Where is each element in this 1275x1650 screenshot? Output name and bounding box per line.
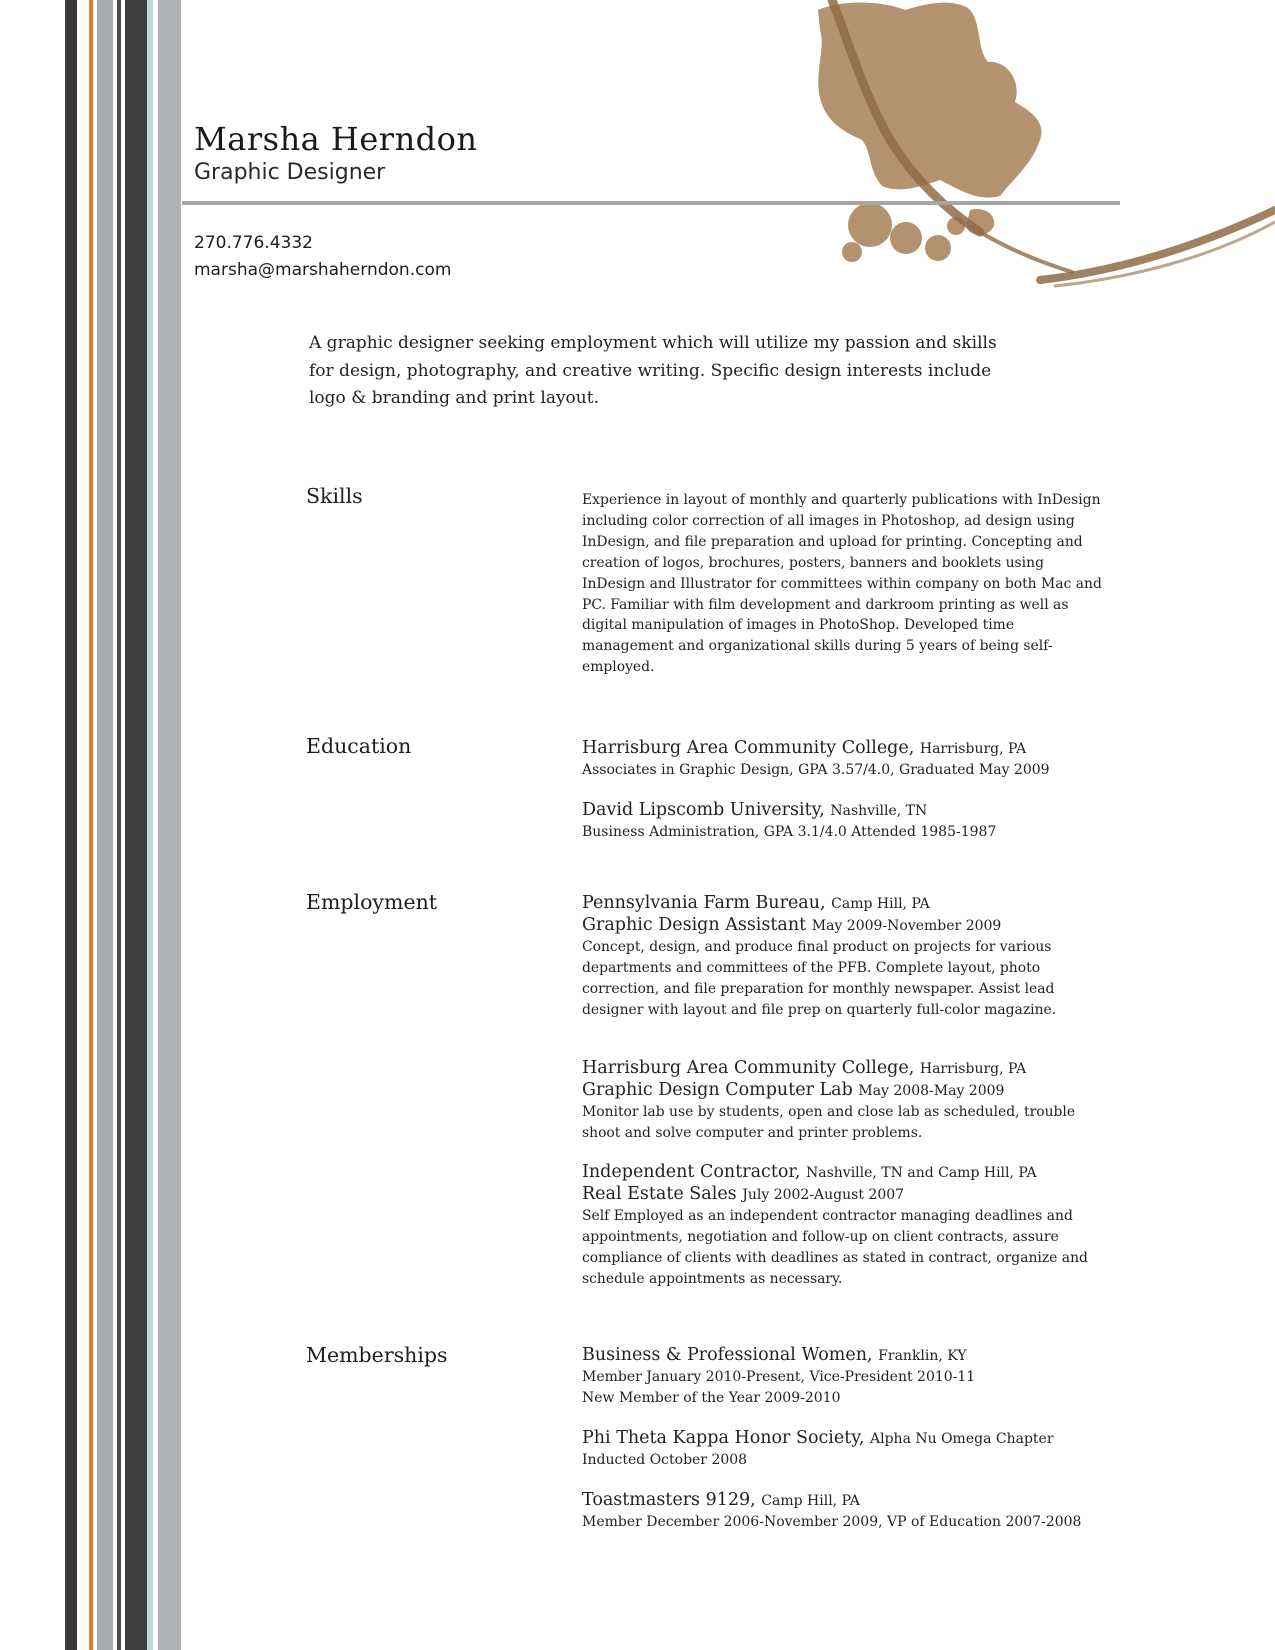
stripe bbox=[77, 0, 89, 1650]
job-description: Monitor lab use by students, open and close lab as scheduled, trouble shoot and solve computer and printer problems. bbox=[582, 1104, 1076, 1141]
education-details: Business Administration, GPA 3.1/4.0 Attended 1985-1987 bbox=[582, 824, 997, 840]
email-address[interactable]: marsha@marshaherndon.com bbox=[194, 260, 452, 280]
employment-entry bbox=[582, 893, 1142, 1021]
school-name: Harrisburg Area Community College, bbox=[582, 738, 915, 758]
membership-detail: Member December 2006-November 2009, VP of Education 2007-2008 bbox=[582, 1514, 1082, 1530]
education-entry bbox=[582, 800, 1142, 843]
organization-location: Camp Hill, PA bbox=[761, 1493, 860, 1509]
job-title: Graphic Designer bbox=[194, 160, 386, 185]
phone-number: 270.776.4332 bbox=[194, 233, 313, 253]
employment-entry bbox=[582, 1162, 1142, 1290]
employer-name: Independent Contractor, bbox=[582, 1162, 801, 1182]
education-entry bbox=[582, 738, 1142, 781]
stripe bbox=[125, 0, 147, 1650]
education-details: Associates in Graphic Design, GPA 3.57/4.0, Graduated May 2009 bbox=[582, 762, 1050, 778]
applicant-name: Marsha Herndon bbox=[194, 120, 478, 158]
education-heading: Education bbox=[306, 734, 412, 758]
skills-heading: Skills bbox=[306, 484, 363, 508]
job-dates: May 2008-May 2009 bbox=[858, 1083, 1005, 1099]
job-description: Self Employed as an independent contractor managing deadlines and appointments, negotiation and follow-up on client contracts, assure compliance of clients with deadlines as stated in contract, organize and schedule appointments as necessary. bbox=[582, 1208, 1088, 1287]
coffee-stain-decoration bbox=[810, 0, 1275, 300]
school-location: Nashville, TN bbox=[830, 803, 928, 819]
employer-location: Harrisburg, PA bbox=[919, 1061, 1027, 1077]
membership-detail: Member January 2010-Present, Vice-President 2010-11 bbox=[582, 1369, 976, 1385]
organization-name: Phi Theta Kappa Honor Society, bbox=[582, 1428, 865, 1448]
employment-heading: Employment bbox=[306, 890, 438, 914]
organization-name: Business & Professional Women, bbox=[582, 1345, 873, 1365]
membership-detail: Inducted October 2008 bbox=[582, 1452, 748, 1468]
job-role: Graphic Design Assistant bbox=[582, 915, 807, 935]
job-role: Real Estate Sales bbox=[582, 1184, 737, 1204]
memberships-heading: Memberships bbox=[306, 1343, 448, 1367]
decorative-stripes bbox=[0, 0, 182, 1650]
school-location: Harrisburg, PA bbox=[919, 741, 1027, 757]
employer-location: Camp Hill, PA bbox=[831, 896, 930, 912]
school-name: David Lipscomb University, bbox=[582, 800, 825, 820]
job-role: Graphic Design Computer Lab bbox=[582, 1080, 853, 1100]
skills-text: Experience in layout of monthly and quarterly publications with InDesign including color correction of all images in Photoshop, ad design using InDesign, and file preparation and upload for printing. Concepting and creation of logos, brochures, posters, banners and booklets using InDesign and Illustrator for committees within company on both Mac and PC. Familiar with film development and darkroom printing as well as digital manipulation of images in PhotoShop. Developed time management and organizational skills during 5 years of being self-employed. bbox=[582, 492, 1102, 676]
employer-location: Nashville, TN and Camp Hill, PA bbox=[805, 1165, 1037, 1181]
employer-name: Pennsylvania Farm Bureau, bbox=[582, 893, 826, 913]
employment-entry bbox=[582, 1058, 1142, 1144]
stripe bbox=[65, 0, 77, 1650]
job-description: Concept, design, and produce final product on projects for various departments and committees of the PFB. Complete layout, photo correction, and file preparation for monthly newspaper. Assist lead designer with layout and file prep on quarterly full-color magazine. bbox=[582, 939, 1057, 1018]
header-divider bbox=[182, 201, 1120, 205]
job-dates: May 2009-November 2009 bbox=[811, 918, 1002, 934]
organization-name: Toastmasters 9129, bbox=[582, 1490, 756, 1510]
job-dates: July 2002-August 2007 bbox=[742, 1187, 905, 1203]
organization-location: Franklin, KY bbox=[878, 1348, 967, 1364]
objective-statement: A graphic designer seeking employment which will utilize my passion and skills for design, photography, and creative writing. Specific design interests include logo & branding and print layout. bbox=[309, 333, 997, 408]
stripe bbox=[158, 0, 181, 1650]
membership-detail: New Member of the Year 2009-2010 bbox=[582, 1390, 841, 1406]
stripe bbox=[97, 0, 113, 1650]
membership-entry bbox=[582, 1428, 1142, 1471]
organization-location: Alpha Nu Omega Chapter bbox=[870, 1431, 1054, 1447]
employer-name: Harrisburg Area Community College, bbox=[582, 1058, 915, 1078]
membership-entry bbox=[582, 1490, 1142, 1533]
membership-entry bbox=[582, 1345, 1142, 1409]
